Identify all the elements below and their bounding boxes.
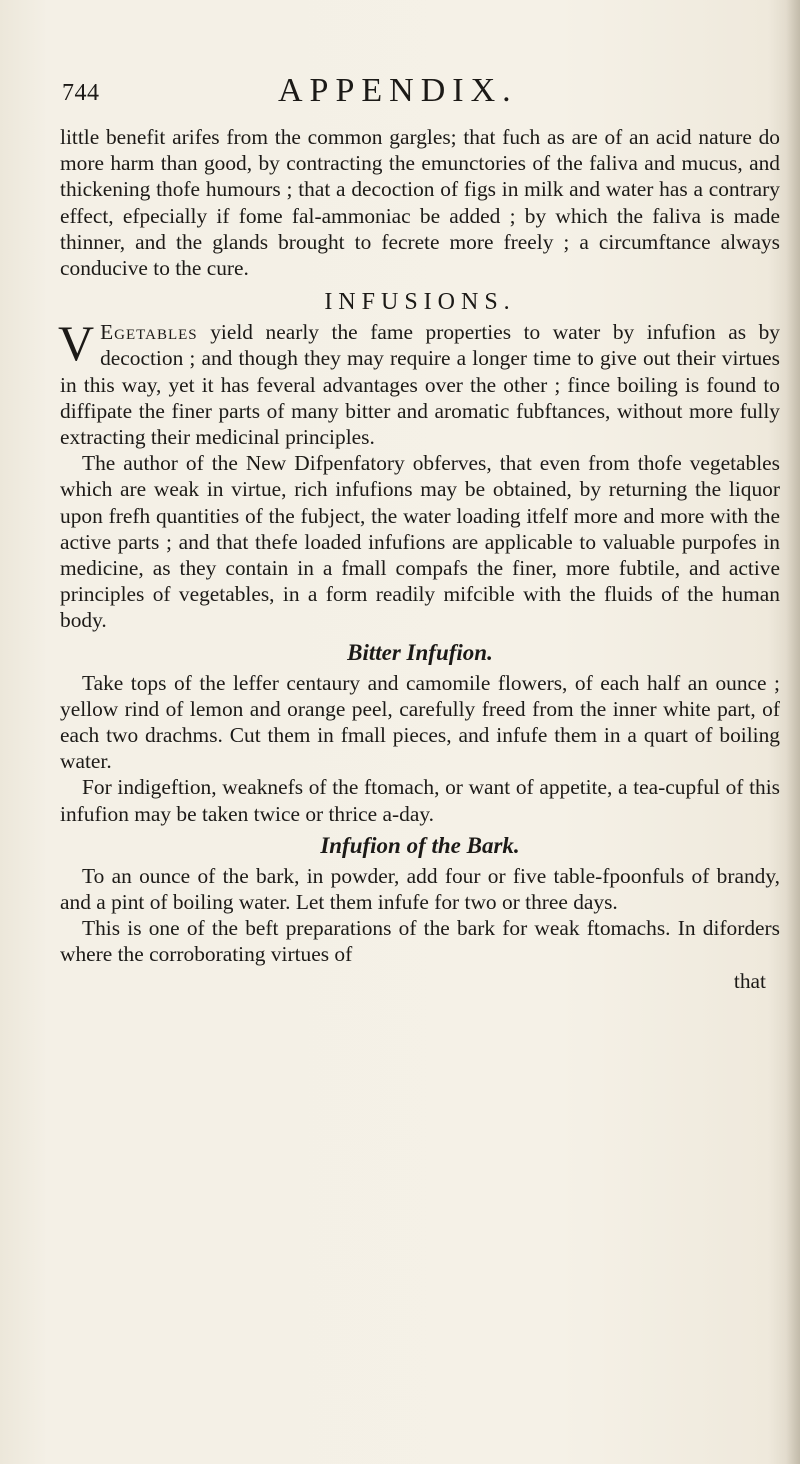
page-edge-shadow	[786, 0, 800, 1464]
page-header	[60, 72, 760, 112]
recipe-heading-bitter-infusion: Bitter Infufion.	[347, 639, 493, 665]
bark-infusion-usage: This is one of the beft preparations of the bark for weak ftomachs. In diforders where the corroborating virtues of	[60, 916, 780, 967]
bitter-infusion-recipe: Take tops of the leffer centaury and camomile flowers, of each half an ounce ; yellow rind of lemon and orange peel, carefully freed from the inner white part, of each two drachms. Cut them in fmall pieces, and infufe them in a quart of boiling water.	[60, 670, 780, 774]
bitter-infusion-usage: For indigeftion, weaknefs of the ftomach, or want of appetite, a tea-cupful of this infufion may be taken twice or thrice a-day.	[60, 775, 780, 826]
running-title: APPENDIX.	[278, 72, 518, 109]
lead-word: Egetables	[100, 320, 198, 345]
infusions-paragraph-2: The author of the New Difpenfatory obferves, that even from thofe vegetables which are weak in virtue, rich infufions may be obtained, by returning the liquor upon frefh quantities of the fubject, the water loading itfelf more and more with the active parts ; and that thefe loaded infufions are applicable to valuable purpofes in medicine, as they contain in a fmall compafs the finer, more fubtile, and active principles of vegetables, in a form readily mifcible with the fluids of the human body.	[60, 451, 780, 633]
infusions-paragraph-1-text: yield nearly the fame properties to water by infufion as by decoction ; and though they may require a longer time to give out their virtues in this way, yet it has feveral advantages over the other ; fince boiling is found to diffipate the finer parts of many bitter and aromatic fubftances, without more fully extracting their medicinal principles.	[60, 320, 780, 450]
infusions-paragraph-1	[58, 315, 780, 450]
recipe-heading-bark-infusion: Infufion of the Bark.	[320, 832, 520, 858]
bark-infusion-recipe: To an ounce of the bark, in powder, add four or five table-fpoonfuls of brandy, and a pint of boiling water. Let them infufe for two or three days.	[60, 863, 780, 915]
drop-cap: V	[58, 315, 95, 372]
catchword: that	[733, 968, 766, 993]
page-body	[60, 124, 780, 994]
intro-paragraph: little benefit arifes from the common gargles; that fuch as are of an acid nature do more harm than good, by contracting the emunctories of the faliva and mucus, and thickening thofe humours ; that a decoction of figs in milk and water has a contrary effect, efpecially if fome fal-ammoniac be added ; by which the faliva is made thinner, and the glands brought to fecrete more freely ; a circumftance always conducive to the cure.	[60, 125, 780, 281]
section-heading-infusions: INFUSIONS.	[324, 289, 516, 316]
page-number: 744	[62, 80, 100, 106]
